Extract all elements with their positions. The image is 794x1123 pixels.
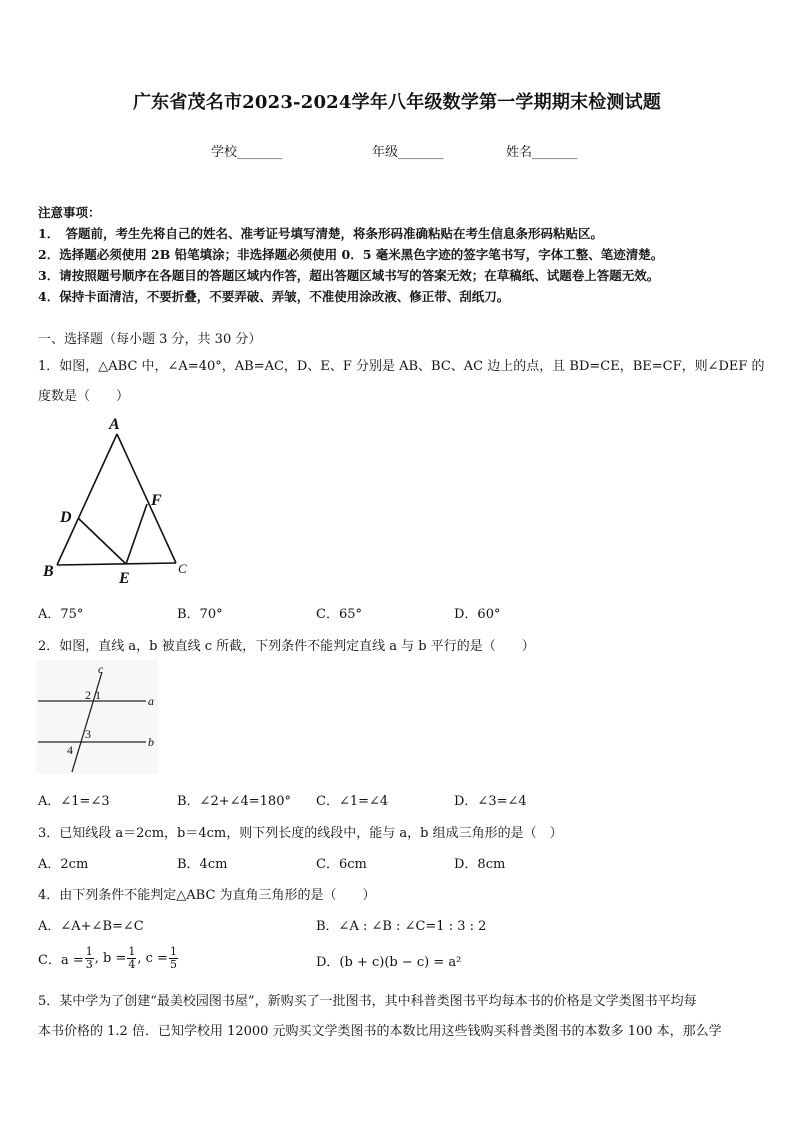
angle-label-2: 2 [85,688,91,702]
school-field: 学校_______ [211,145,283,160]
notice-item: 3．请按照题号顺序在各题目的答题区域内作答，超出答题区域书写的答案无效；在草稿纸、试题卷上答题无效。 [38,268,660,283]
side-bc [57,563,176,565]
q4-option-d: D．(b + c)(b − c) = a² [316,955,462,970]
q3-option-c: C．6cm [316,857,367,872]
q2-option-c: C．∠1=∠4 [316,794,389,809]
q1-stem-line2: 度数是（ ） [38,389,130,404]
student-name-field: 姓名_______ [506,145,578,160]
q1-stem-line1: 1．如图，△ABC 中，∠A=40°，AB=AC，D、E、F 分别是 AB、BC、AC 边上的点，且 BD=CE，BE=CF，则∠DEF 的 [38,359,765,374]
label-b: B [43,563,54,580]
q4-option-b: B．∠A : ∠B : ∠C=1 : 3 : 2 [316,919,487,934]
segment-ef [126,504,147,564]
q2-option-a: A．∠1=∠3 [38,794,110,809]
q1-option-b: B．70° [177,607,223,622]
q3-option-a: A．2cm [38,857,89,872]
label-c: c [98,662,104,676]
q4-option-c [38,940,179,976]
q3-option-d: D．8cm [454,857,506,872]
q1-option-d: D．60° [454,607,501,622]
label-c: C [178,561,187,576]
q4-option-c-b: , b = [94,950,127,966]
fraction-a: $\frac{1}{3}$ [85,944,93,971]
label-a: a [148,694,154,708]
q3-stem: 3．已知线段 a＝2cm，b＝4cm，则下列长度的线段中，能与 a，b 组成三角形的是（ ） [38,826,563,841]
q4-option-a: A．∠A+∠B=∠C [38,919,144,934]
q4-stem: 4．由下列条件不能判定△ABC 为直角三角形的是（ ） [38,888,376,903]
fraction-b: $\frac{1}{4}$ [128,944,136,971]
q4-option-c-prefix: C．a = [38,952,84,968]
label-d: D [60,509,72,526]
segment-de [78,518,126,564]
side-ab [57,434,117,565]
notice-item: 1． 答题前，考生先将自己的姓名、准考证号填写清楚，将条形码准确粘贴在考生信息条形码粘贴区。 [38,226,603,241]
q2-stem: 2．如图，直线 a，b 被直线 c 所截，下列条件不能判定直线 a 与 b 平行的是（ ） [38,639,535,654]
q1-option-a: A．75° [38,607,84,622]
notice-heading: 注意事项： [38,205,101,220]
label-f: F [151,492,162,509]
page-title: 广东省茂名市2023-2024学年八年级数学第一学期期末检测试题 [132,92,662,113]
q5-stem-line1: 5．某中学为了创建“最美校园图书屋”，新购买了一批图书，其中科普类图书平均每本书的价格是文学类图书平均每 [38,994,697,1009]
q3-option-b: B．4cm [177,857,228,872]
section-heading: 一、选择题（每小题 3 分，共 30 分） [38,332,262,347]
angle-label-4: 4 [67,743,73,757]
q2-figure [36,660,160,776]
q1-option-c: C．65° [316,607,362,622]
q1-figure [30,410,210,590]
q2-option-d: D．∠3=∠4 [454,794,527,809]
side-ac [117,434,176,563]
q2-option-b: B．∠2+∠4=180° [177,794,291,809]
notice-item: 2．选择题必须使用 2B 铅笔填涂；非选择题必须使用 0．5 毫米黑色字迹的签字笔书写，字体工整、笔迹清楚。 [38,247,664,262]
fraction-c: $\frac{1}{5}$ [169,944,177,971]
angle-label-3: 3 [85,727,91,741]
q5-stem-line2: 本书价格的 1.2 倍．已知学校用 12000 元购买文学类图书的本数比用这些钱购买科普类图书的本数多 100 本，那么学 [38,1024,722,1039]
angle-label-1: 1 [95,688,101,702]
label-a: A [109,416,120,433]
grade-field: 年级_______ [372,145,444,160]
label-e: E [119,570,130,587]
label-b: b [148,735,154,749]
notice-item: 4．保持卡面清洁，不要折叠，不要弄破、弄皱，不准使用涂改液、修正带、刮纸刀。 [38,289,510,304]
q4-option-c-c: , c = [137,950,168,966]
